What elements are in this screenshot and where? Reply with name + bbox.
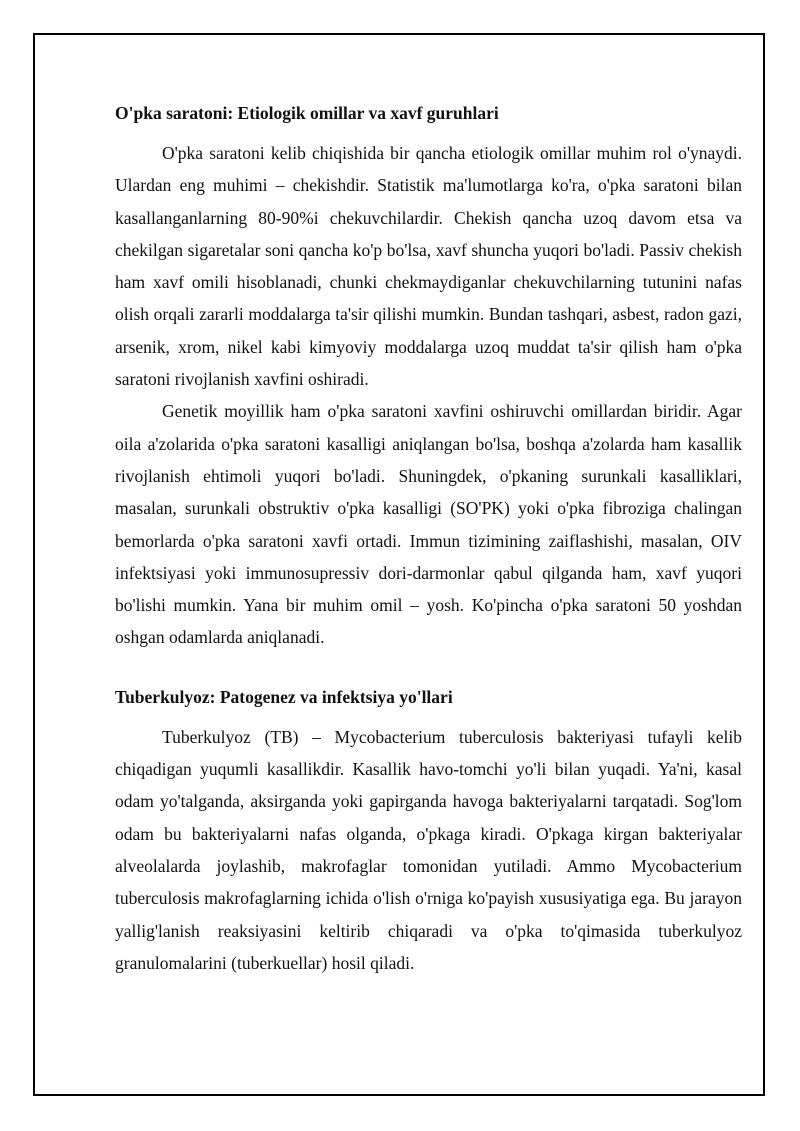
paragraph-etiology: O'pka saratoni kelib chiqishida bir qancha etiologik omillar muhim rol o'ynaydi. Ulardan eng muhimi – chekishdir. Statistik ma'lumotlarga ko'ra, o'pka saratoni bilan kasallanganlarning 80-90%i chekuvchilardir. Chekish qancha uzoq davom etsa va chekilgan sigaretalar soni qancha ko'p bo'lsa, xavf shuncha yuqori bo'ladi. Passiv chekish ham xavf omili hisoblanadi, chunki chekmaydiganlar chekuvchilarning tutunini nafas olish orqali zararli moddalarga ta'sir qilishi mumkin. Bundan tashqari, asbest, radon gazi, arsenik, xrom, nikel kabi kimyoviy moddalarga uzoq muddat ta'sir qilish ham o'pka saratoni rivojlanish xavfini oshiradi. [115,143,742,390]
section-heading-tuberculosis: Tuberkulyoz: Patogenez va infektsiya yo'llari [115,686,453,707]
section-heading-lung-cancer: O'pka saratoni: Etiologik omillar va xavf guruhlari [115,103,499,123]
paragraph-pathogenesis: Tuberkulyoz (TB) – Mycobacterium tuberculosis bakteriyasi tufayli kelib chiqadigan yuqumli kasallikdir. Kasallik havo-tomchi yo'li bilan yuqadi. Ya'ni, kasal odam yo'talganda, aksirganda yoki gapirganda havoga bakteriyalarni tarqatadi. Sog'lom odam bu bakteriyalarni nafas olganda, o'pkaga kiradi. O'pkaga kirgan bakteriyalar alveolalarda joylashib, makrofaglar tomonidan yutiladi. Ammo Mycobacterium tuberculosis makrofaglarning ichida o'lish o'rniga ko'payish xususiyatiga ega. Bu jarayon yallig'lanish reaksiyasini keltirib chiqaradi va o'pka to'qimasida tuberkulyoz granulomalarini (tuberkuellar) hosil qiladi. [115,726,742,973]
document-body [115,99,742,979]
paragraph-risk-factors: Genetik moyillik ham o'pka saratoni xavfini oshiruvchi omillardan biridir. Agar oila a'zolarida o'pka saratoni kasalligi aniqlangan bo'lsa, boshqa a'zolarda ham kasallik rivojlanish ehtimoli yuqori bo'ladi. Shuningdek, o'pkaning surunkali kasalliklari, masalan, surunkali obstruktiv o'pka kasalligi (SO'PK) yoki o'pka fibroziga chalingan bemorlarda o'pka saratoni xavfi ortadi. Immun tizimining zaiflashishi, masalan, OIV infektsiyasi yoki immunosupressiv dori-darmonlar qabul qilganda ham, xavf yuqori bo'lishi mumkin. Yana bir muhim omil – yosh. Ko'pincha o'pka saratoni 50 yoshdan oshgan odamlarda aniqlanadi. [115,401,742,648]
